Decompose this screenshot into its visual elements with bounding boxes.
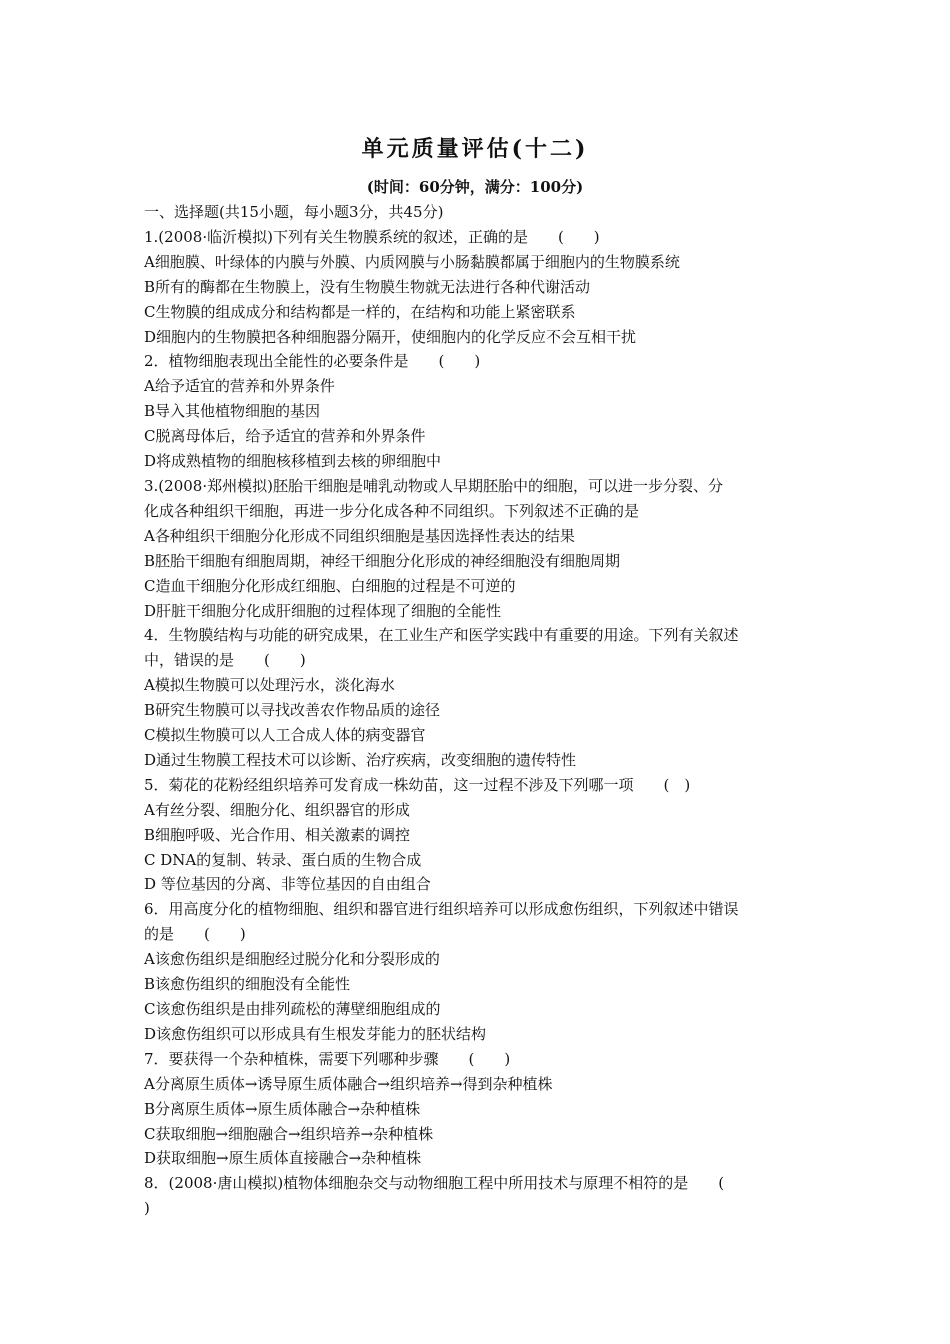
question-4-option-c: C模拟生物膜可以人工合成人体的病变器官	[144, 726, 426, 745]
question-5-stem: 5．菊花的花粉经组织培养可发育成一株幼苗，这一过程不涉及下列哪一项 ( )	[144, 775, 691, 794]
question-3-stem-line-1: 3.(2008·郑州模拟)胚胎干细胞是哺乳动物或人早期胚胎中的细胞，可以进一步分裂、分	[144, 476, 723, 495]
question-6-option-c: C该愈伤组织是由排列疏松的薄壁细胞组成的	[144, 1000, 441, 1018]
document-body	[144, 200, 812, 1221]
question-3-option-c: C造血干细胞分化形成红细胞、白细胞的过程是不可逆的	[144, 576, 516, 595]
page-title: 单元质量评估(十二)	[361, 136, 589, 162]
question-7-option-b: B分离原生质体→原生质体融合→杂种植株	[144, 1099, 421, 1118]
question-2-option-d: D将成熟植物的细胞核移植到去核的卵细胞中	[144, 452, 442, 471]
question-4-stem-line-1: 4．生物膜结构与功能的研究成果，在工业生产和医学实践中有重要的用途。下列有关叙述	[144, 626, 739, 645]
question-2-option-b: B导入其他植物细胞的基因	[144, 402, 321, 421]
question-5-option-c: C DNA的复制、转录、蛋白质的生物合成	[144, 850, 422, 869]
question-5-option-a: A有丝分裂、细胞分化、组织器官的形成	[144, 800, 410, 819]
question-4-option-b: B研究生物膜可以寻找改善农作物品质的途径	[144, 701, 441, 720]
question-2-option-a: A给予适宜的营养和外界条件	[144, 377, 335, 396]
question-2-option-c: C脱离母体后，给予适宜的营养和外界条件	[144, 427, 426, 446]
question-3-option-a: A各种组织干细胞分化形成不同组织细胞是基因选择性表达的结果	[144, 526, 575, 545]
question-8-stem-line-1: 8．(2008·唐山模拟)植物体细胞杂交与动物细胞工程中所用技术与原理不相符的是 (	[144, 1174, 725, 1193]
question-3-stem-line-2: 化成各种组织干细胞，再进一步分化成各种不同组织。下列叙述不正确的是	[144, 501, 640, 520]
question-1-stem: 1.(2008·临沂模拟)下列有关生物膜系统的叙述，正确的是 ( )	[144, 227, 600, 246]
question-3-option-b: B胚胎干细胞有细胞周期，神经干细胞分化形成的神经细胞没有细胞周期	[144, 551, 621, 570]
question-4-option-a: A模拟生物膜可以处理污水，淡化海水	[144, 676, 395, 695]
question-6-stem-line-2: 的是 ( )	[144, 925, 246, 944]
question-4-option-d: D通过生物膜工程技术可以诊断、治疗疾病，改变细胞的遗传特性	[144, 750, 577, 769]
question-4-stem-line-2: 中，错误的是 ( )	[144, 651, 306, 670]
question-7-option-a: A分离原生质体→诱导原生质体融合→组织培养→得到杂种植株	[144, 1074, 553, 1093]
question-6-option-a: A该愈伤组织是细胞经过脱分化和分裂形成的	[144, 950, 440, 969]
question-5-option-b: B细胞呼吸、光合作用、相关激素的调控	[144, 825, 411, 844]
page-subtitle: (时间：60分钟，满分：100分)	[366, 178, 584, 196]
question-1-option-d: D细胞内的生物膜把各种细胞器分隔开，使细胞内的化学反应不会互相干扰	[144, 327, 637, 346]
question-6-option-b: B该愈伤组织的细胞没有全能性	[144, 975, 351, 994]
question-6-option-d: D该愈伤组织可以形成具有生根发芽能力的胚状结构	[144, 1024, 487, 1043]
question-7-stem: 7．要获得一个杂种植株，需要下列哪种步骤 ( )	[144, 1049, 511, 1068]
question-6-stem-line-1: 6．用高度分化的植物细胞、组织和器官进行组织培养可以形成愈伤组织，下列叙述中错误	[144, 900, 739, 919]
question-1-option-b: B所有的酶都在生物膜上，没有生物膜生物就无法进行各种代谢活动	[144, 277, 591, 296]
question-1-option-a: A细胞膜、叶绿体的内膜与外膜、内质网膜与小肠黏膜都属于细胞内的生物膜系统	[144, 252, 680, 271]
question-2-stem: 2．植物细胞表现出全能性的必要条件是 ( )	[144, 352, 481, 371]
question-7-option-d: D获取细胞→原生质体直接融合→杂种植株	[144, 1149, 422, 1168]
question-7-option-c: C获取细胞→细胞融合→组织培养→杂种植株	[144, 1124, 434, 1143]
question-5-option-d: D 等位基因的分离、非等位基因的自由组合	[144, 875, 431, 894]
section-heading: 一、选择题(共15小题，每小题3分，共45分)	[144, 203, 444, 221]
question-8-stem-line-2: )	[144, 1199, 150, 1218]
question-1-option-c: C生物膜的组成成分和结构都是一样的，在结构和功能上紧密联系	[144, 302, 576, 321]
question-3-option-d: D肝脏干细胞分化成肝细胞的过程体现了细胞的全能性	[144, 601, 502, 620]
